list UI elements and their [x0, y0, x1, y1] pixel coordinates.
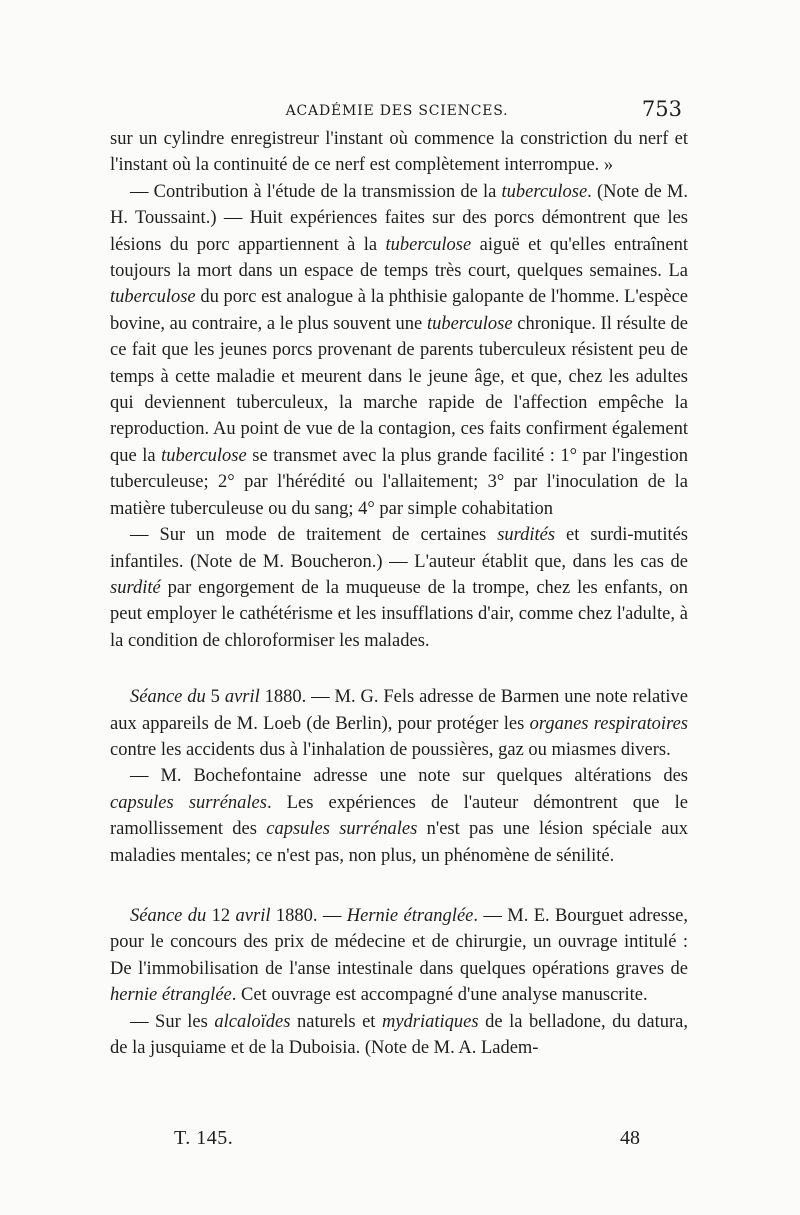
signature-number: 48 [620, 1127, 640, 1149]
signature-volume: T. 145. [174, 1127, 234, 1149]
page-body [110, 126, 688, 1061]
paragraph-tuberculose: — Contribution à l'étude de la transmission de la tuberculose. (Note de M. H. Toussaint.) — Huit expériences faites sur des porcs démontrent que les lésions du porc appartiennent à la tuberculose aiguë et qu'elles entraînent toujours la mort dans un espace de temps très court, quelques semaines. La tuberculose du porc est analogue à la phthisie galopante de l'homme. L'espèce bovine, au contraire, a le plus souvent une tuberculose chronique. Il résulte de ce fait que les jeunes porcs provenant de parents tuberculeux résistent peu de temps à cette maladie et meurent dans le jeune âge, et que, chez les adultes qui deviennent tuberculeux, la marche rapide de l'affection empêche la reproduction. Au point de vue de la contagion, ces faits confirment également que la tuberculose se transmet avec la plus grande facilité : 1° par l'ingestion tuberculeuse; 2° par l'hérédité ou l'allaitement; 3° par l'inoculation de la matière tuberculeuse ou du sang; 4° par simple cohabitation [110, 181, 689, 519]
paragraph-constriction: sur un cylindre enregistreur l'instant où commence la constriction du nerf et l'instant où la continuité de ce nerf est complètement interrompue. » [110, 129, 688, 176]
paragraph-capsules-surrenales: — M. Bochefontaine adresse une note sur quelques altérations des capsules surrénales. Les expériences de l'auteur démontrent que le ramollissement des capsules surrénales n'est pas une lésion spéciale aux maladies mentales; ce n'est pas, non plus, un phénomène de sénilité. [110, 766, 688, 866]
paragraph-seance-5-avril: Séance du 5 avril 1880. — M. G. Fels adresse de Barmen une note relative aux appareils de M. Loeb (de Berlin), pour protéger les organes respiratoires contre les accidents dus à l'inhalation de poussières, gaz ou miasmes divers. [110, 687, 689, 760]
running-head: ACADÉMIE DES SCIENCES. [285, 103, 509, 119]
page-header [108, 97, 686, 127]
page-number: 753 [641, 97, 682, 121]
paragraph-alcaloides: — Sur les alcaloïdes naturels et mydriatiques de la belladone, du datura, de la jusquiame et de la Duboisia. (Note de M. A. Ladem- [110, 1011, 689, 1058]
paragraph-seance-12-avril: Séance du 12 avril 1880. — Hernie étranglée. — M. E. Bourguet adresse, pour le concours des prix de médecine et de chirurgie, un ouvrage intitulé : De l'immobilisation de l'anse intestinale dans quelques opérations graves de hernie étranglée. Cet ouvrage est accompagné d'une analyse manuscrite. [110, 905, 688, 1006]
section-spacer [110, 869, 688, 903]
section-spacer [110, 654, 688, 684]
paragraph-surdites: — Sur un mode de traitement de certaines surdités et surdi-mutités infantiles. (Note de M. Boucheron.) — L'auteur établit que, dans les cas de surdité par engorgement de la muqueuse de la trompe, chez les enfants, on peut employer le cathétérisme et les insufflations d'air, comme chez l'adulte, à la condition de chloroformiser les malades. [110, 525, 689, 651]
